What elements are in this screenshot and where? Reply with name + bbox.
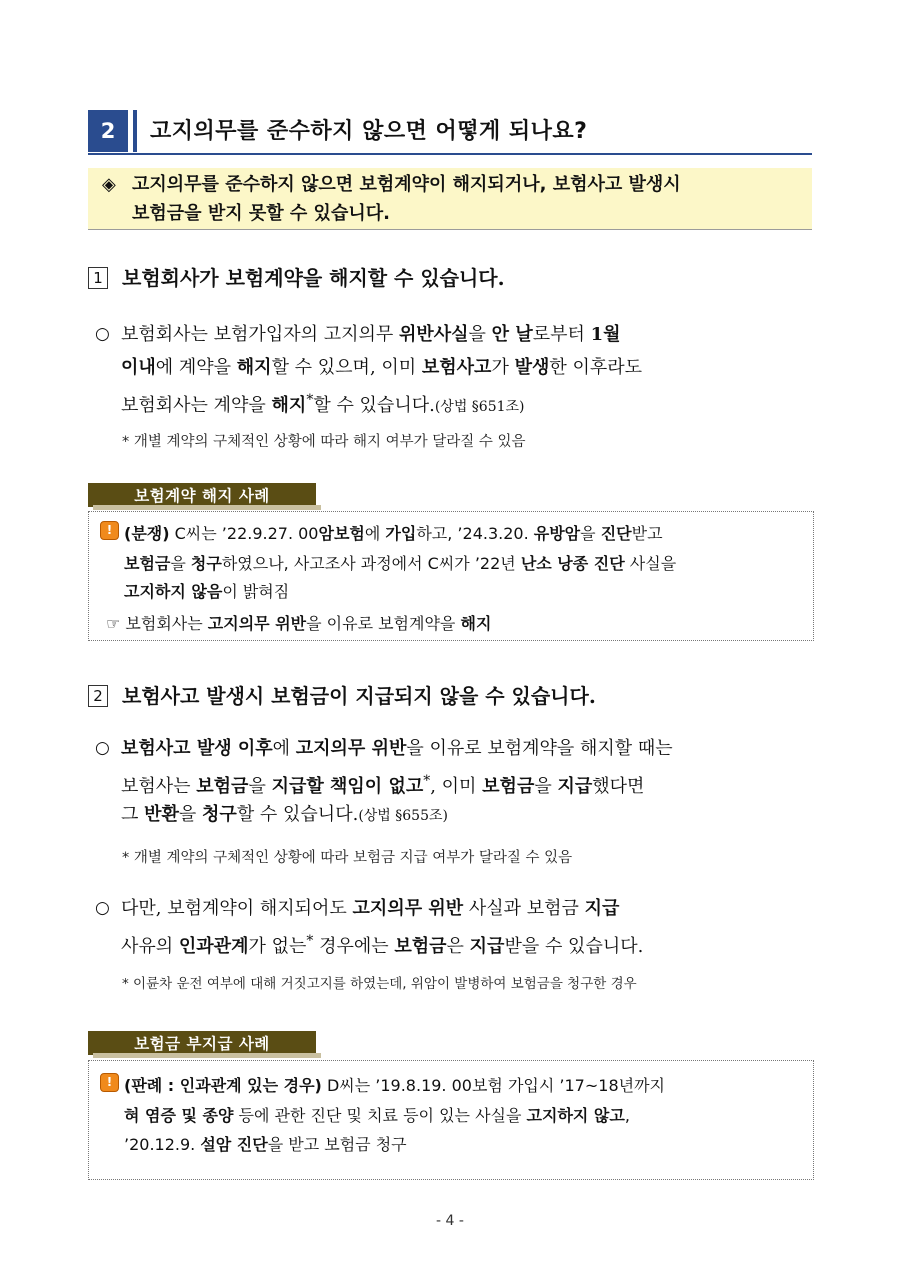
example-conclusion: ☞ 보험회사는 고지의무 위반을 이유로 보험계약을 해지 <box>106 614 492 633</box>
example-2-label: 보험금 부지급 사례 <box>88 1031 316 1055</box>
item-2-number: 2 <box>88 685 108 707</box>
summary-line-1: 고지의무를 준수하지 않으면 보험계약이 해지되거나, 보험사고 발생시 <box>132 174 681 195</box>
item-1-paragraph <box>95 318 815 418</box>
example-line: 보험금을 청구하였으나, 사고조사 과정에서 C씨가 ’22년 난소 낭종 진단 사실을 <box>124 554 677 573</box>
summary-line-2: 보험금을 받지 못할 수 있습니다. <box>132 203 390 224</box>
example-1-label: 보험계약 해지 사례 <box>88 483 316 507</box>
item-1-heading-text: 보험회사가 보험계약을 해지할 수 있습니다. <box>122 266 505 290</box>
paragraph-line: 보험회사는 보험가입자의 고지의무 위반사실을 안 날로부터 1월 <box>121 324 621 345</box>
section-underline <box>88 153 812 155</box>
item-2-heading-text: 보험사고 발생시 보험금이 지급되지 않을 수 있습니다. <box>122 684 596 708</box>
warning-icon: ! <box>100 1073 119 1092</box>
example-1-box <box>88 511 814 641</box>
example-2-label-shadow <box>93 1053 321 1058</box>
paragraph-line: 보험사고 발생 이후에 고지의무 위반을 이유로 보험계약을 해지할 때는 <box>121 738 673 759</box>
item-1-number: 1 <box>88 267 108 289</box>
item-1-footnote: * 개별 계약의 구체적인 상황에 따라 해지 여부가 달라질 수 있음 <box>122 434 526 450</box>
example-line: 고지하지 않음이 밝혀짐 <box>124 582 290 601</box>
item-2-footnote-2: * 이륜차 운전 여부에 대해 거짓고지를 하였는데, 위암이 발병하여 보험금을 청구한 경우 <box>122 976 637 992</box>
section-title: 고지의무를 준수하지 않으면 어떻게 되나요? <box>150 119 588 144</box>
item-2-paragraph-2 <box>95 892 815 962</box>
example-line: (분쟁) C씨는 ’22.9.27. 00암보험에 가입하고, ’24.3.20. 유방암을 진단받고 <box>124 524 663 543</box>
bullet-icon: ○ <box>95 738 110 758</box>
bullet-icon: ○ <box>95 324 110 344</box>
item-2-paragraph-1 <box>95 732 815 832</box>
section-number: 2 <box>88 110 128 152</box>
example-2-box <box>88 1060 814 1180</box>
example-1-label-shadow <box>93 505 321 510</box>
item-1-heading <box>88 262 505 291</box>
paragraph-line: 보험회사는 계약을 해지*할 수 있습니다.(상법 §651조) <box>121 392 525 416</box>
bullet-icon: ○ <box>95 898 110 918</box>
item-2-footnote-1: * 개별 계약의 구체적인 상황에 따라 보험금 지급 여부가 달라질 수 있음 <box>122 850 573 866</box>
example-line: ’20.12.9. 설암 진단을 받고 보험금 청구 <box>124 1135 407 1154</box>
warning-icon: ! <box>100 521 119 540</box>
paragraph-line: 그 반환을 청구할 수 있습니다.(상법 §655조) <box>121 804 448 825</box>
summary-box <box>88 168 812 230</box>
section-divider-bar <box>133 110 137 152</box>
paragraph-line: 보험사는 보험금을 지급할 책임이 없고*, 이미 보험금을 지급했다면 <box>121 773 645 797</box>
paragraph-line: 사유의 인과관계가 없는* 경우에는 보험금은 지급받을 수 있습니다. <box>121 933 644 957</box>
item-2-heading <box>88 680 596 709</box>
diamond-icon: ◈ <box>102 174 116 195</box>
paragraph-line: 이내에 계약을 해지할 수 있으며, 이미 보험사고가 발생한 이후라도 <box>121 357 643 378</box>
example-line: 혀 염증 및 종양 등에 관한 진단 및 치료 등이 있는 사실을 고지하지 않고, <box>124 1106 630 1125</box>
example-line: (판례 : 인과관계 있는 경우) D씨는 ’19.8.19. 00보험 가입시 ’17~18년까지 <box>124 1076 665 1095</box>
paragraph-line: 다만, 보험계약이 해지되어도 고지의무 위반 사실과 보험금 지급 <box>121 898 620 919</box>
page-number: - 4 - <box>436 1213 464 1229</box>
